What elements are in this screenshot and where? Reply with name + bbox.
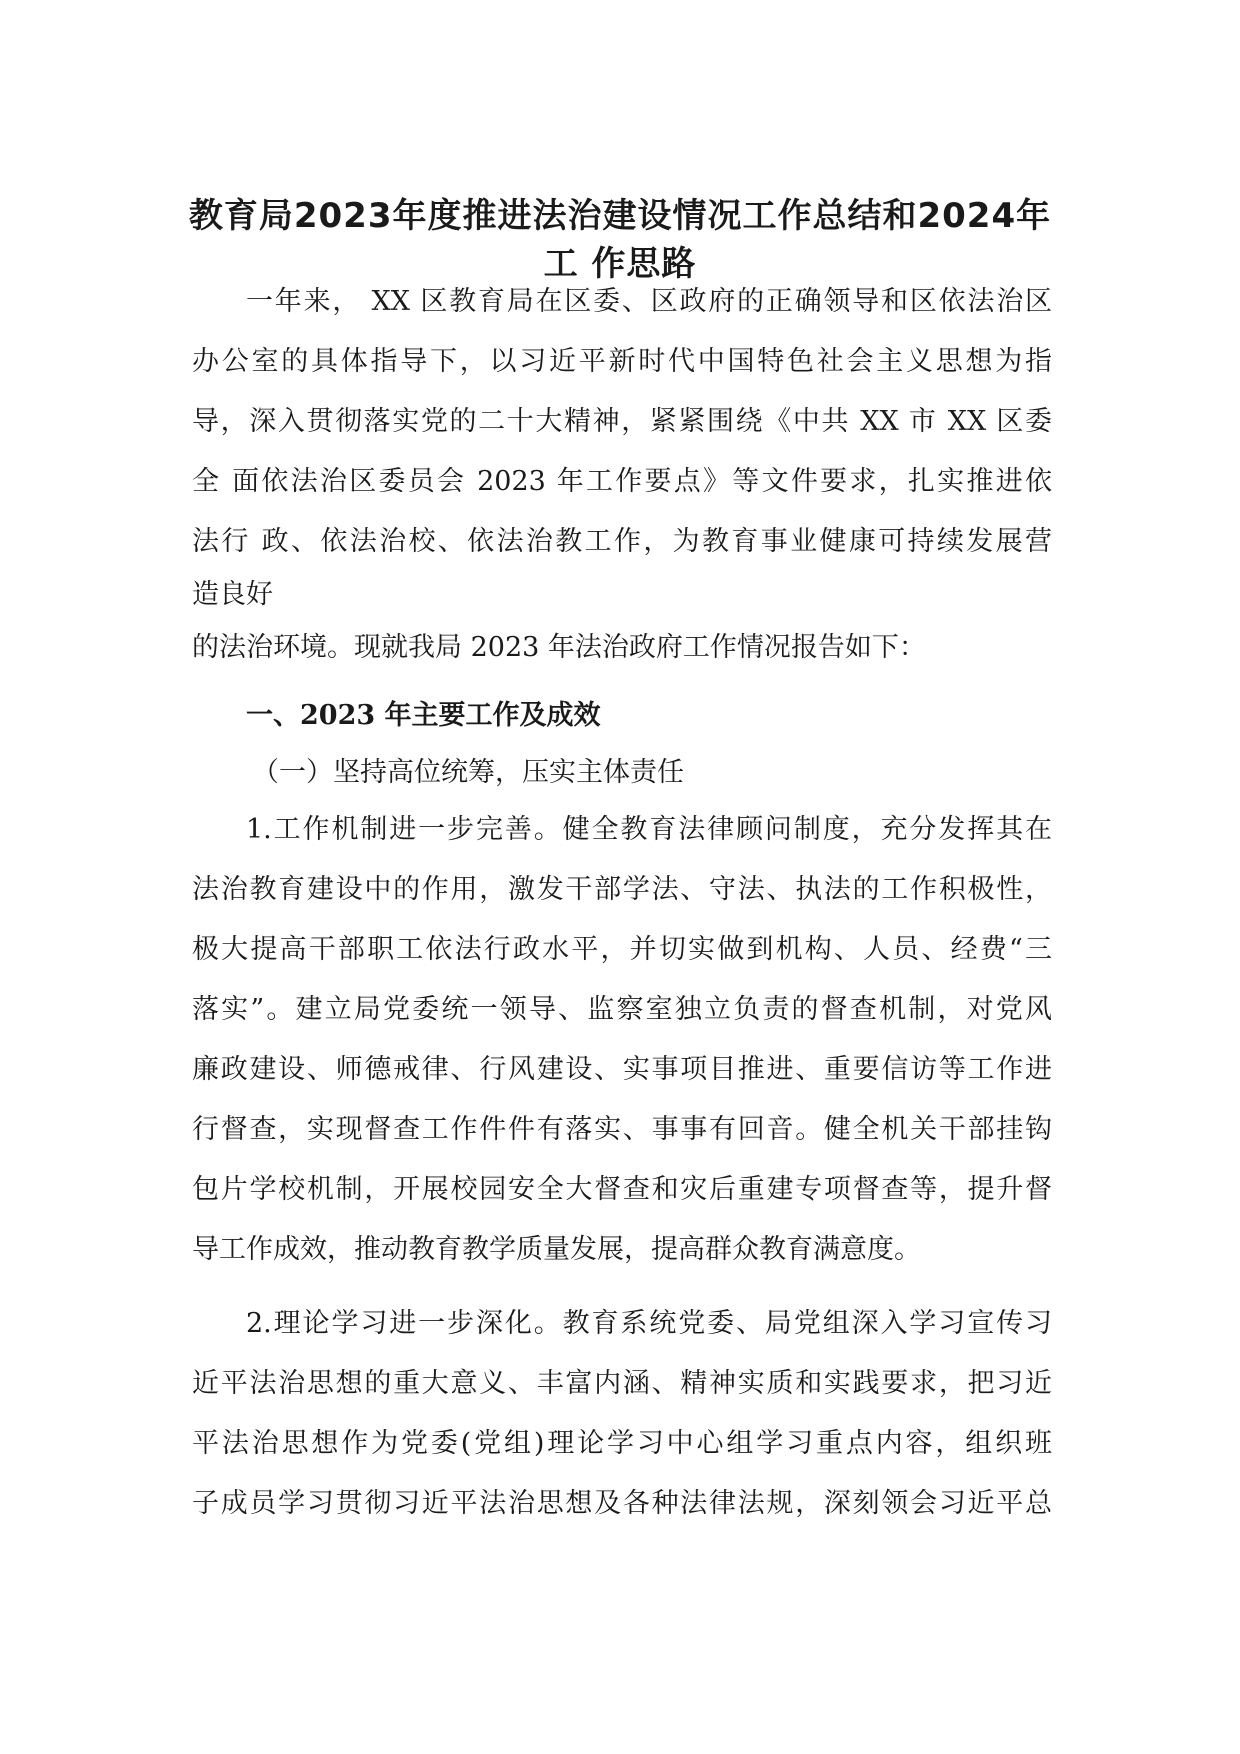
paragraph-theory-study (192, 1294, 1052, 1534)
intro-line-1: 一年来， XX 区教育局在区委、区政府的正确领导和区依法治区 (246, 286, 1052, 317)
p2-line-1: 2.理论学习进一步深化。教育系统党委、局党组深入学习宣传习 (246, 1308, 1052, 1339)
p1-line-8: 导工作成效，推动教育教学质量发展，提高群众教育满意度。 (192, 1234, 921, 1265)
document-body (192, 272, 1052, 1534)
intro-line-2: 办公室的具体指导下，以习近平新时代中国特色社会主义思想为指 (192, 346, 1052, 377)
intro-line-3: 导，深入贯彻落实党的二十大精神，紧紧围绕《中共 XX 市 XX 区委 (192, 406, 1052, 437)
intro-line-5: 法行 政、依法治校、依法治教工作，为教育事业健康可持续发展营 (192, 526, 1052, 557)
p1-line-6: 行督查，实现督查工作件件有落实、事事有回音。健全机关干部挂钩 (192, 1114, 1052, 1145)
p1-line-2: 法治教育建设中的作用，激发干部学法、守法、执法的工作积极性， (192, 874, 1052, 905)
p2-line-2: 近平法治思想的重大意义、丰富内涵、精神实质和实践要求，把习近 (192, 1368, 1052, 1399)
p2-line-4: 子成员学习贯彻习近平法治思想及各种法律法规，深刻领会习近平总 (192, 1488, 1052, 1519)
p1-line-3: 极大提高干部职工依法行政水平，并切实做到机构、人员、经费“三 (192, 934, 1052, 965)
p1-line-5: 廉政建设、师德戒律、行风建设、实事项目推进、重要信访等工作进 (192, 1054, 1052, 1085)
p2-line-3: 平法治思想作为党委(党组)理论学习中心组学习重点内容，组织班 (192, 1428, 1052, 1459)
subsection-heading-1: （一）坚持高位统筹，压实主体责任 (252, 757, 684, 788)
document-title-line-2: 工 作思路 (543, 244, 697, 284)
section-heading-1: 一、2023 年主要工作及成效 (246, 700, 601, 731)
paragraph-work-mechanism (192, 800, 1052, 1280)
intro-line-7: 的法治环境。现就我局 2023 年法治政府工作情况报告如下： (192, 632, 926, 663)
p1-line-1: 1.工作机制进一步完善。健全教育法律顾问制度，充分发挥其在 (246, 814, 1052, 845)
p1-line-7: 包片学校机制，开展校园安全大督查和灾后重建专项督查等，提升督 (192, 1174, 1052, 1205)
intro-line-6: 造良好 (192, 579, 273, 610)
p1-line-4: 落实”。建立局党委统一领导、监察室独立负责的督查机制，对党风 (192, 994, 1052, 1025)
document-title-line-1: 教育局2023年度推进法治建设情况工作总结和2024年 (188, 196, 1052, 236)
intro-paragraph (192, 272, 1052, 678)
intro-line-4: 全 面依法治区委员会 2023 年工作要点》等文件要求，扎实推进依 (192, 466, 1052, 497)
